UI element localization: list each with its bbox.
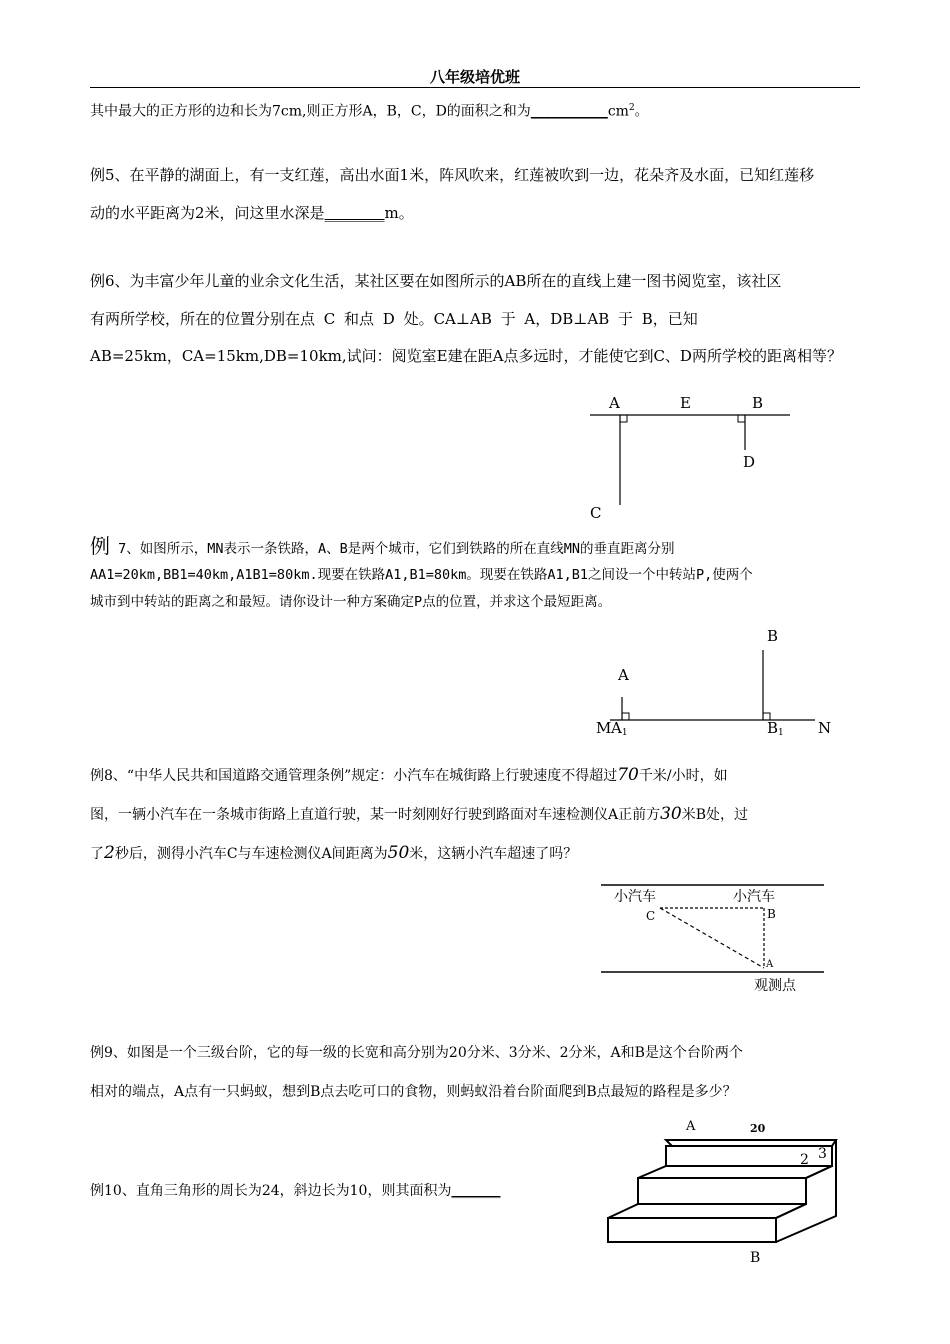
- intro-line: [90, 98, 860, 122]
- ex9-line2: 相对的端点，A点有一只蚂蚁，想到B点去吃可口的食物，则蚂蚁沿着台阶面爬到B点最短的路程是多少？: [90, 1084, 737, 1100]
- ex7-label-a: A: [618, 666, 629, 684]
- staircase-middle-riser: [638, 1178, 806, 1204]
- ex5-line2-text: 动的水平距离为2米，问这里水深是: [90, 204, 325, 222]
- ex5-line1: 例5、在平静的湖面上，有一支红莲，高出水面1米，阵风吹来，红莲被吹到一边，花朵齐及水面，已知红莲移: [90, 166, 815, 184]
- ex8-label-observation: 观测点: [754, 978, 796, 994]
- ex7-line1-text: 7、如图所示，MN表示一条铁路，A、B是两个城市，它们到铁路的所在直线MN的垂直距离分别: [110, 541, 675, 557]
- ex7-label-m: M: [596, 719, 612, 737]
- staircase-label-b: B: [750, 1250, 761, 1266]
- intro-text: 其中最大的正方形的边和长为7cm,则正方形A，B，C，D的面积之和为: [90, 103, 531, 120]
- ex5-line2-end: m。: [384, 204, 414, 222]
- staircase-label-depth-3: 3: [818, 1146, 827, 1162]
- intro-end: 。: [634, 103, 649, 120]
- ex6-line3: AB=25km，CA=15km,DB=10km,试问：阅览室E建在距A点多远时，才能使它到C、D两所学校的距离相等？: [90, 347, 842, 365]
- ex8-segment-ca: [660, 908, 764, 968]
- ex8-line2-text: 图，一辆小汽车在一条城市街路上直道行驶，某一时刻刚好行驶到路面对车速检测仪A正前方: [90, 807, 661, 823]
- staircase-side-edge-2: [776, 1204, 806, 1218]
- ex8-line3-a: 了: [90, 846, 104, 862]
- ex6-right-angle-a: [620, 415, 627, 422]
- staircase-label-width: 20: [750, 1122, 766, 1135]
- ex8-distance-30: 30: [660, 804, 682, 824]
- ex7-figure: [590, 625, 840, 740]
- page-header: 八年级培优班: [429, 68, 520, 86]
- ex5-line2: [90, 203, 860, 223]
- ex8-figure: [596, 878, 831, 998]
- ex8-line1: [90, 765, 860, 786]
- ex8-line2-end: 米B处，过: [681, 807, 749, 823]
- ex10-text: 例10、直角三角形的周长为24，斜边长为10，则其面积为: [90, 1183, 452, 1199]
- ex7-label-b1: B1: [767, 719, 784, 738]
- ex8-line3-b: 秒后，测得小汽车C与车速检测仪A间距离为: [114, 846, 388, 862]
- ex8-line2: [90, 804, 860, 825]
- ex6-label-e: E: [680, 394, 691, 412]
- intro-sup: 2: [628, 103, 635, 113]
- ex8-speed-limit: 70: [617, 765, 639, 785]
- ex6-right-angle-b: [738, 415, 745, 422]
- ex6-label-d: D: [743, 453, 756, 471]
- ex7-label-n: N: [818, 719, 832, 737]
- header-rule: [90, 87, 860, 88]
- staircase-label-a: A: [686, 1119, 696, 1134]
- ex10-blank: _______: [451, 1183, 501, 1199]
- ex7-line3: 城市到中转站的距离之和最短。请你设计一种方案确定P点的位置，并求这个最短距离。: [90, 594, 612, 610]
- ex8-label-c: C: [646, 909, 656, 923]
- ex9-staircase-figure: [600, 1112, 860, 1272]
- ex9-line1: 例9、如图是一个三级台阶，它的每一级的长宽和高分别为20分米、3分米、2分米，A和B是这个台阶两个: [90, 1045, 743, 1061]
- ex8-line1-text: 例8、“中华人民共和国道路交通管理条例”规定：小汽车在城街路上行驶速度不得超过: [90, 768, 618, 784]
- ex8-label-a: A: [766, 959, 774, 970]
- ex7-big-char: 例: [90, 534, 110, 558]
- ex6-label-b: B: [752, 394, 764, 412]
- staircase-label-height-2: 2: [800, 1152, 809, 1168]
- ex6-figure: [580, 390, 800, 525]
- ex8-time-2: 2: [104, 843, 115, 863]
- ex7-line1: [90, 536, 860, 559]
- ex5-blank: ________: [324, 204, 385, 222]
- ex8-line3: [90, 843, 860, 864]
- ex7-line2: AA1=20km,BB1=40km,A1B1=80km.现要在铁路A1,B1=80km。现要在铁路A1,B1之间设一个中转站P,使两个: [90, 567, 753, 583]
- staircase-bottom-tread: [608, 1204, 806, 1218]
- ex7-label-a1: A1: [611, 719, 628, 738]
- ex7-label-b: B: [767, 627, 779, 645]
- staircase-side-edge-1: [806, 1166, 832, 1178]
- ex8-line3-c: 米，这辆小汽车超速了吗？: [409, 846, 578, 862]
- staircase-bottom-riser: [608, 1218, 776, 1242]
- ex8-line1-end: 千米/小时，如: [638, 768, 728, 784]
- ex8-distance-50: 50: [387, 843, 410, 863]
- ex8-label-b: B: [767, 907, 776, 921]
- ex6-line1: 例6、为丰富少年儿童的业余文化生活，某社区要在如图所示的AB所在的直线上建一图书阅览室，该社区: [90, 272, 782, 290]
- intro-blank: ___________: [530, 103, 608, 120]
- ex6-label-c: C: [590, 504, 602, 522]
- ex6-label-a: A: [609, 394, 620, 412]
- ex8-label-car2: 小汽车: [733, 889, 775, 905]
- ex6-line2: 有两所学校，所在的位置分别在点 C 和点 D 处。CA⊥AB 于 A，DB⊥AB 于 B，已知: [90, 310, 698, 328]
- ex7-right-angle-a1: [622, 713, 629, 720]
- intro-unit: cm: [607, 103, 629, 120]
- ex8-label-car1: 小汽车: [614, 889, 656, 905]
